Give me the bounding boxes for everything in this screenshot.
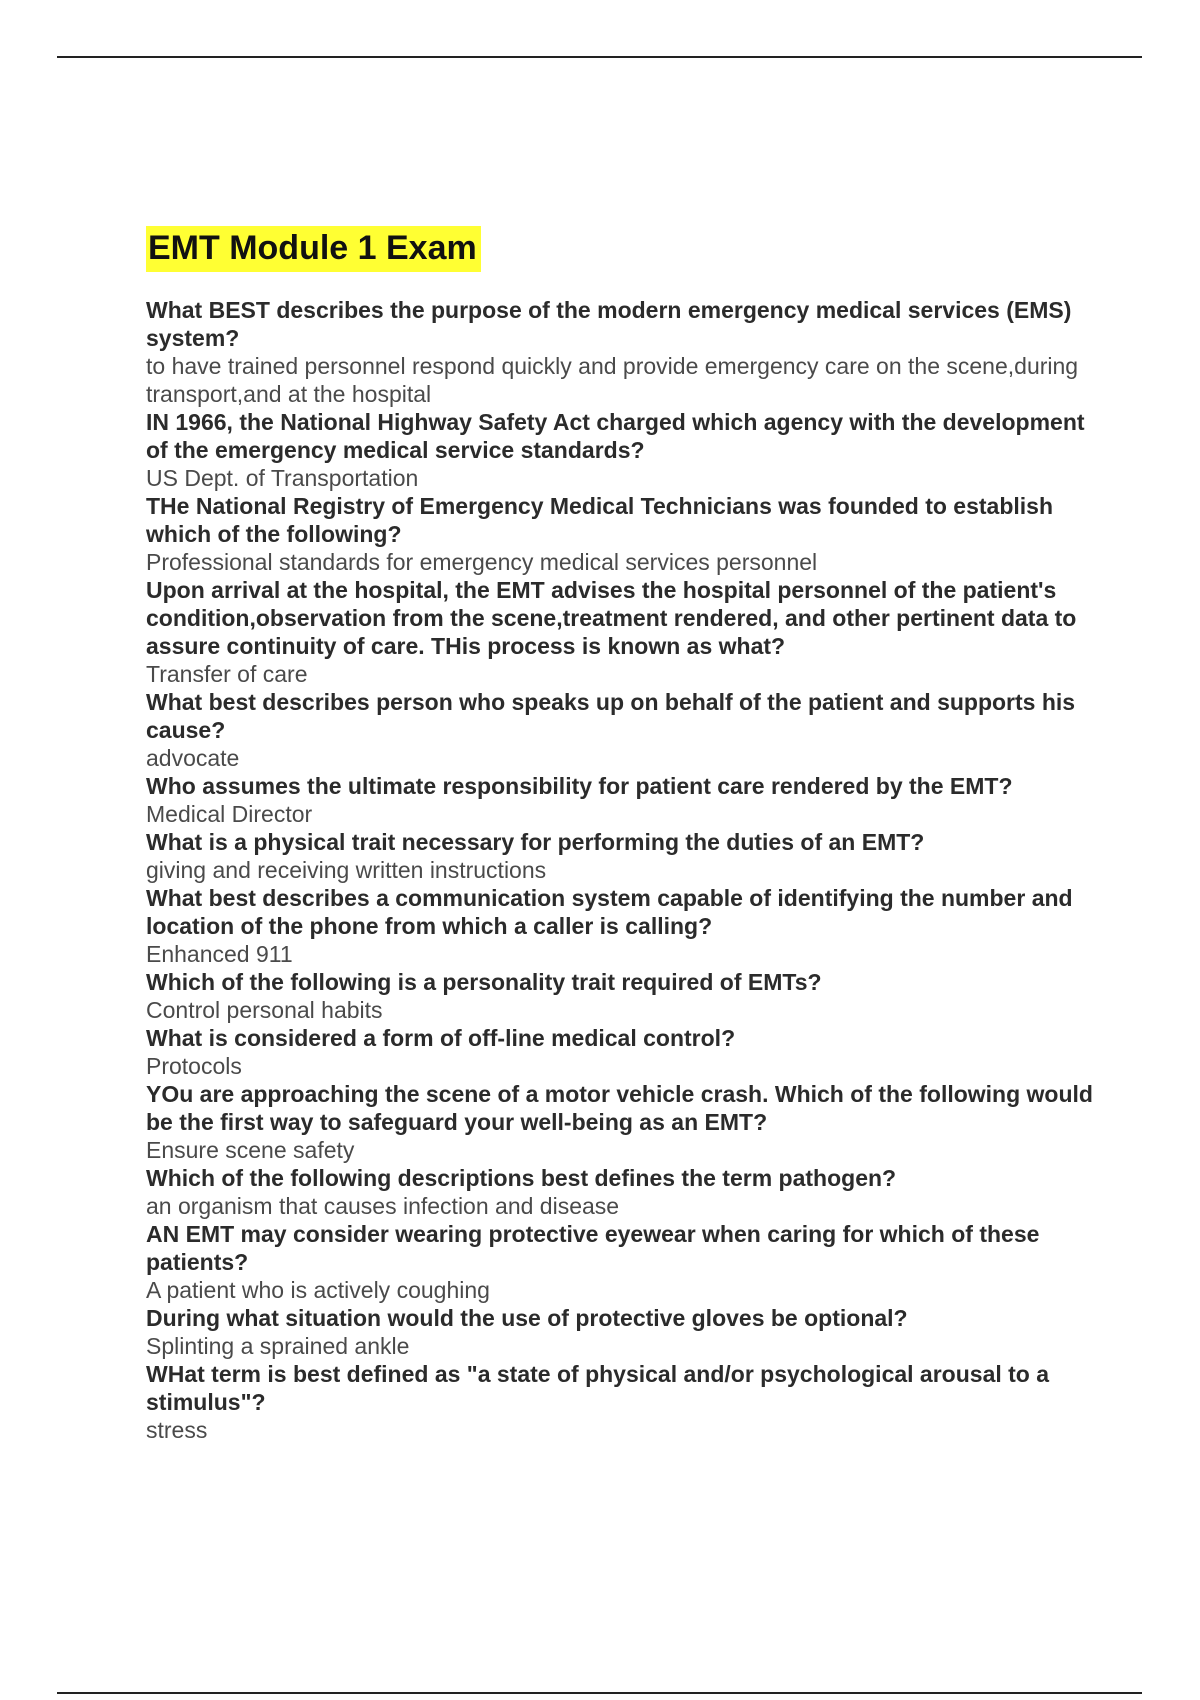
answer-text: an organism that causes infection and disease — [146, 1193, 620, 1219]
qa-item — [146, 828, 1096, 884]
top-divider — [57, 56, 1142, 58]
qa-item — [146, 1360, 1096, 1444]
answer-text: Medical Director — [146, 801, 313, 827]
qa-item — [146, 772, 1096, 828]
answer-text: giving and receiving written instructions — [146, 857, 547, 883]
bottom-divider — [57, 1692, 1142, 1694]
question-text: Upon arrival at the hospital, the EMT advises the hospital personnel of the patient's condition,observation from the scene,treatment rendered, and other pertinent data to assure continuity of care. THis process is known as what? — [146, 577, 1077, 659]
document-title: EMT Module 1 Exam — [146, 226, 481, 272]
qa-item — [146, 1304, 1096, 1360]
answer-text: Splinting a sprained ankle — [146, 1333, 410, 1359]
qa-item — [146, 492, 1096, 576]
answer-text: advocate — [146, 745, 240, 771]
qa-item — [146, 968, 1096, 1024]
question-text: During what situation would the use of protective gloves be optional? — [146, 1305, 908, 1331]
question-text: What best describes person who speaks up on behalf of the patient and supports his cause? — [146, 689, 1076, 743]
question-text: YOu are approaching the scene of a motor vehicle crash. Which of the following would be the first way to safeguard your well-being as an EMT? — [146, 1081, 1093, 1135]
qa-item — [146, 1164, 1096, 1220]
answer-text: US Dept. of Transportation — [146, 465, 419, 491]
document-body — [146, 226, 1096, 1444]
answer-text: Ensure scene safety — [146, 1137, 355, 1163]
answer-text: A patient who is actively coughing — [146, 1277, 490, 1303]
question-text: THe National Registry of Emergency Medical Technicians was founded to establish which of the following? — [146, 493, 1054, 547]
answer-text: Professional standards for emergency medical services personnel — [146, 549, 818, 575]
question-text: What is a physical trait necessary for performing the duties of an EMT? — [146, 829, 925, 855]
question-text: What is considered a form of off-line medical control? — [146, 1025, 736, 1051]
question-text: Who assumes the ultimate responsibility for patient care rendered by the EMT? — [146, 773, 1013, 799]
answer-text: stress — [146, 1417, 208, 1443]
question-text: IN 1966, the National Highway Safety Act charged which agency with the development of the emergency medical service standards? — [146, 409, 1085, 463]
answer-text: Protocols — [146, 1053, 242, 1079]
answer-text: Control personal habits — [146, 997, 383, 1023]
qa-item — [146, 576, 1096, 688]
question-text: What best describes a communication system capable of identifying the number and location of the phone from which a caller is calling? — [146, 885, 1073, 939]
qa-item — [146, 1220, 1096, 1304]
qa-item — [146, 408, 1096, 492]
question-text: What BEST describes the purpose of the modern emergency medical services (EMS) system? — [146, 297, 1072, 351]
question-text: Which of the following is a personality trait required of EMTs? — [146, 969, 822, 995]
answer-text: Transfer of care — [146, 661, 308, 687]
question-text: Which of the following descriptions best defines the term pathogen? — [146, 1165, 897, 1191]
question-text: AN EMT may consider wearing protective eyewear when caring for which of these patients? — [146, 1221, 1040, 1275]
question-text: WHat term is best defined as "a state of physical and/or psychological arousal to a stimulus"? — [146, 1361, 1050, 1415]
qa-item — [146, 1080, 1096, 1164]
qa-item — [146, 884, 1096, 968]
qa-list — [146, 296, 1096, 1444]
qa-item — [146, 688, 1096, 772]
qa-item — [146, 1024, 1096, 1080]
answer-text: to have trained personnel respond quickly and provide emergency care on the scene,during transport,and at the hospital — [146, 353, 1079, 407]
answer-text: Enhanced 911 — [146, 941, 293, 967]
qa-item — [146, 296, 1096, 408]
